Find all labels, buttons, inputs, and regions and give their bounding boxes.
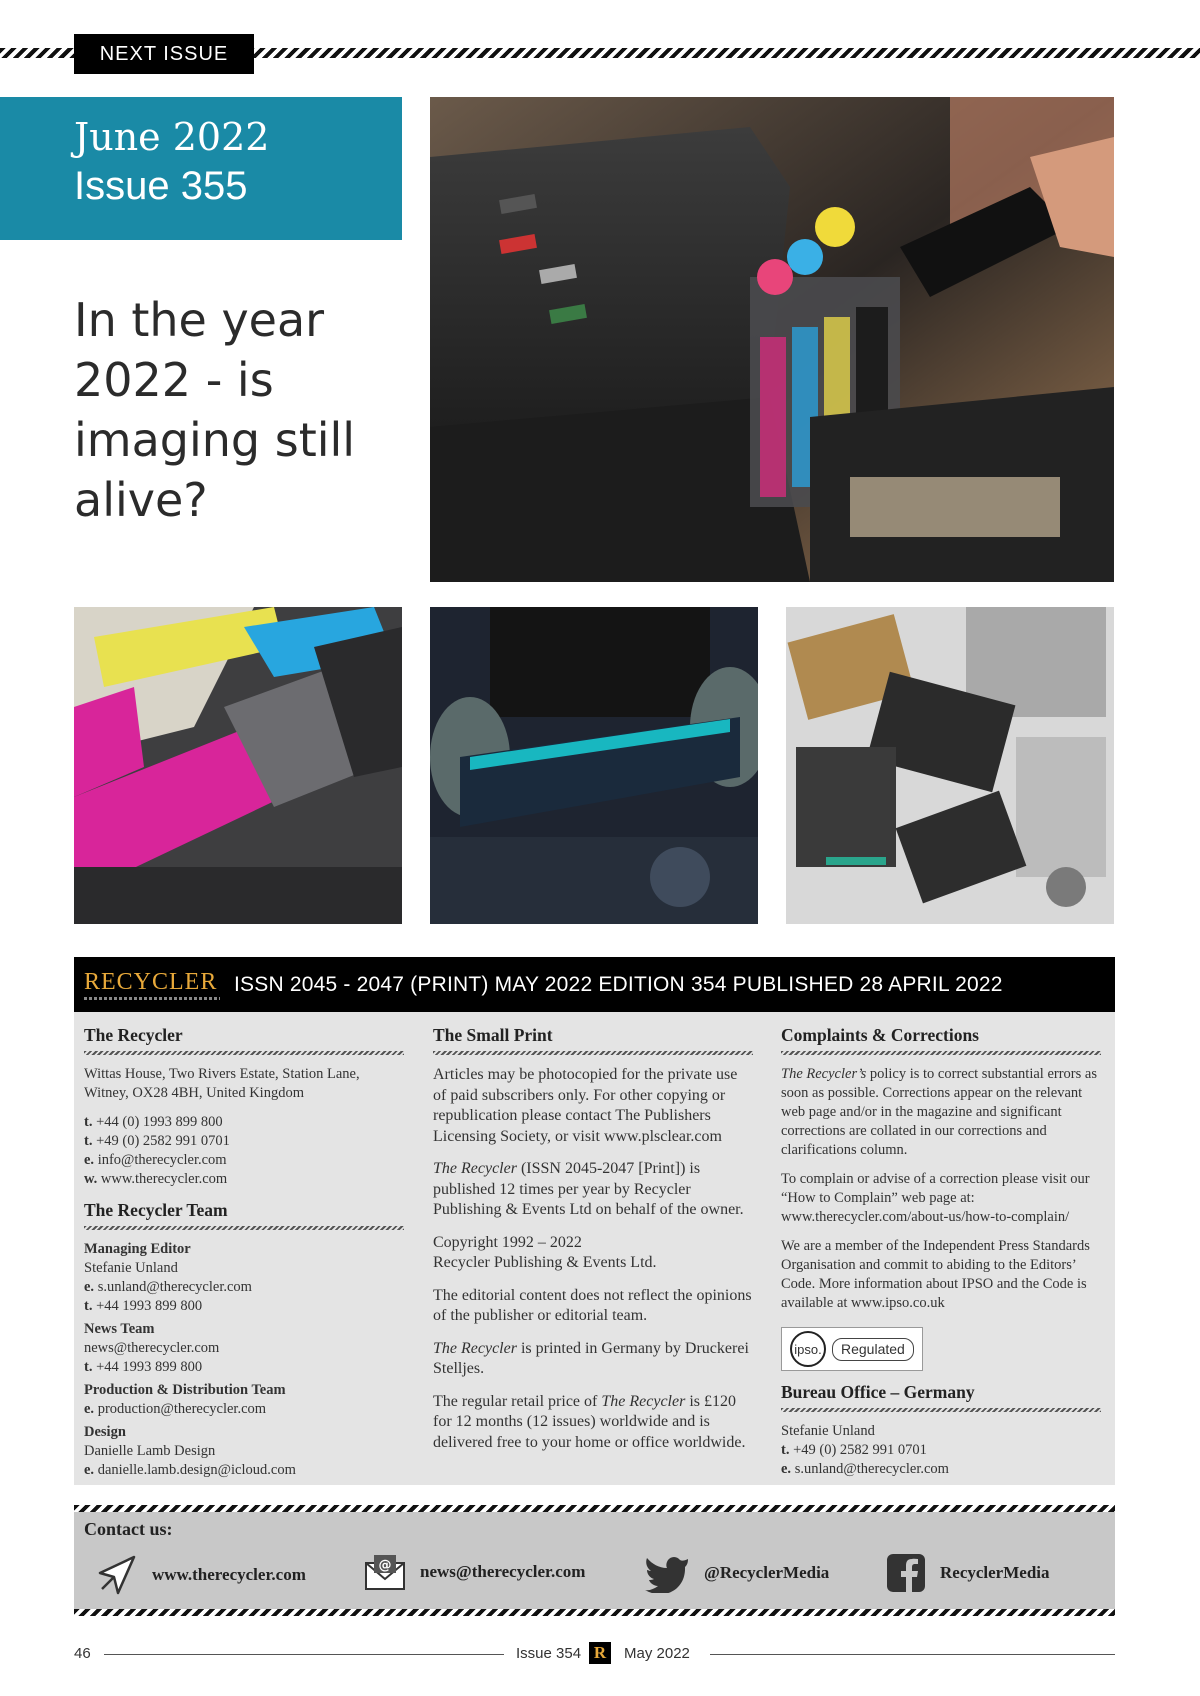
contact-email[interactable]	[364, 1553, 585, 1591]
svg-text:@: @	[378, 1558, 392, 1573]
team-phone: t. +44 1993 899 800	[84, 1298, 203, 1314]
team-role: Design	[84, 1424, 126, 1440]
contact-title: Contact us:	[84, 1519, 173, 1539]
issue-month: June 2022	[74, 115, 270, 159]
copying-notice: Articles may be photocopied for the private use of paid subscribers only. For other copying or republication please contact The Publishers Licensing Society, or visit www.plsclear.com	[433, 1066, 738, 1145]
contact-facebook-text[interactable]: RecyclerMedia	[940, 1563, 1050, 1582]
team-email: e. s.unland@therecycler.com	[84, 1279, 252, 1295]
issue-number: Issue 355	[74, 164, 248, 208]
phone-line: t. +49 (0) 2582 991 0701	[84, 1133, 230, 1149]
corrections-policy: The Recycler’s policy is to correct substantial errors as soon as possible. Corrections appear on the relevant web page and/or in the magazine and significant corrections are collated in our corrections and clarifications column.	[781, 1066, 1097, 1158]
bureau-email: e. s.unland@therecycler.com	[781, 1461, 949, 1477]
address: Wittas House, Two Rivers Estate, Station Lane, Witney, OX28 4BH, United Kingdom	[84, 1066, 360, 1101]
team-phone: t. +44 1993 899 800	[84, 1359, 203, 1375]
web-line: w. www.therecycler.com	[84, 1171, 228, 1187]
bureau-name: Stefanie Unland	[781, 1423, 875, 1439]
contact-hatch-top	[74, 1505, 1115, 1512]
team-role: Production & Distribution Team	[84, 1382, 286, 1398]
footer-rule	[710, 1654, 1115, 1655]
issue-box	[0, 97, 402, 240]
email-line: e. info@therecycler.com	[84, 1152, 227, 1168]
small-print-column	[433, 1026, 753, 1465]
recycler-r-logo: R	[589, 1642, 611, 1664]
footer-issue: Issue 354	[516, 1645, 582, 1662]
complaint-instructions: To complain or advise of a correction please visit our “How to Complain” web page at: www.therecycler.com/about-us/how-to-complain/	[781, 1171, 1090, 1225]
column-title: Complaints & Corrections	[781, 1025, 979, 1045]
publication-notice: The Recycler (ISSN 2045-2047 [Print]) is published 12 times per year by Recycler Publishing & Events Ltd on behalf of the owner.	[433, 1160, 744, 1218]
team-name: Danielle Lamb Design	[84, 1443, 216, 1459]
team-email: news@therecycler.com	[84, 1340, 220, 1356]
contact-twitter[interactable]	[644, 1553, 829, 1593]
contact-facebook[interactable]	[886, 1553, 1050, 1593]
headline: In the year 2022 - is imaging still alive?	[74, 293, 356, 527]
toner-cartridges-photo	[74, 607, 402, 924]
contact-website[interactable]	[94, 1553, 306, 1597]
price-notice: The regular retail price of The Recycler is £120 for 12 months (12 issues) worldwide and is delivered free to your home or office worldwide.	[433, 1392, 746, 1451]
column-title: The Recycler	[84, 1025, 183, 1045]
twitter-bird-icon	[644, 1553, 690, 1593]
printer-notice: The Recycler is printed in Germany by Druckerei Stelljes.	[433, 1339, 749, 1377]
footer-rule	[104, 1654, 504, 1655]
contact-email-text[interactable]: news@therecycler.com	[420, 1562, 586, 1581]
contact-hatch-bottom	[74, 1609, 1115, 1616]
contact-website-text[interactable]: www.therecycler.com	[152, 1565, 306, 1584]
contact-twitter-text[interactable]: @RecyclerMedia	[704, 1563, 830, 1582]
recycler-logo-rule	[84, 997, 220, 1000]
recycler-logo	[84, 970, 220, 1000]
divider	[781, 1408, 1101, 1412]
imprint-bar	[74, 957, 1115, 1012]
complaints-column	[781, 1026, 1101, 1479]
footer-date: May 2022	[624, 1645, 690, 1662]
imprint-text: ISSN 2045 - 2047 (PRINT) MAY 2022 EDITION 354 PUBLISHED 28 APRIL 2022	[234, 972, 1003, 996]
ipso-regulated-label: Regulated	[832, 1338, 914, 1361]
editorial-disclaimer: The editorial content does not reflect the opinions of the publisher or editorial team.	[433, 1286, 752, 1324]
bureau-title: Bureau Office – Germany	[781, 1382, 975, 1402]
team-role: Managing Editor	[84, 1241, 191, 1257]
contact-column	[84, 1026, 404, 1480]
divider	[781, 1051, 1101, 1055]
copyright-notice: Copyright 1992 – 2022 Recycler Publishing & Events Ltd.	[433, 1233, 657, 1271]
contact-panel	[74, 1505, 1115, 1616]
facebook-icon	[886, 1553, 926, 1593]
divider	[433, 1051, 753, 1055]
divider	[84, 1051, 404, 1055]
divider	[84, 1226, 404, 1230]
ipso-membership: We are a member of the Independent Press Standards Organisation and commit to abiding to the Editors’ Code. More information about IPSO and the Code is available at www.ipso.co.uk	[781, 1238, 1090, 1311]
printer-refill-photo	[430, 97, 1114, 582]
bureau-phone: t. +49 (0) 2582 991 0701	[781, 1442, 927, 1458]
recycler-logo-word: RECYCLER	[84, 968, 218, 995]
cursor-arrow-icon	[94, 1553, 138, 1597]
page-number: 46	[74, 1645, 91, 1662]
column-title: The Small Print	[433, 1025, 553, 1045]
ipso-regulated-badge	[781, 1327, 923, 1371]
info-panel	[74, 1012, 1115, 1485]
team-email: e. danielle.lamb.design@icloud.com	[84, 1462, 296, 1478]
team-title: The Recycler Team	[84, 1200, 228, 1220]
page-footer	[74, 1640, 1115, 1668]
drum-unit-photo	[430, 607, 758, 924]
team-email: e. production@therecycler.com	[84, 1401, 267, 1417]
email-envelope-icon	[364, 1553, 406, 1591]
team-role: News Team	[84, 1321, 155, 1337]
ipso-logo-icon: ipso.	[790, 1331, 826, 1367]
team-name: Stefanie Unland	[84, 1260, 178, 1276]
printer-parts-photo	[786, 607, 1114, 924]
phone-line: t. +44 (0) 1993 899 800	[84, 1114, 223, 1130]
next-issue-tag: NEXT ISSUE	[74, 34, 254, 74]
